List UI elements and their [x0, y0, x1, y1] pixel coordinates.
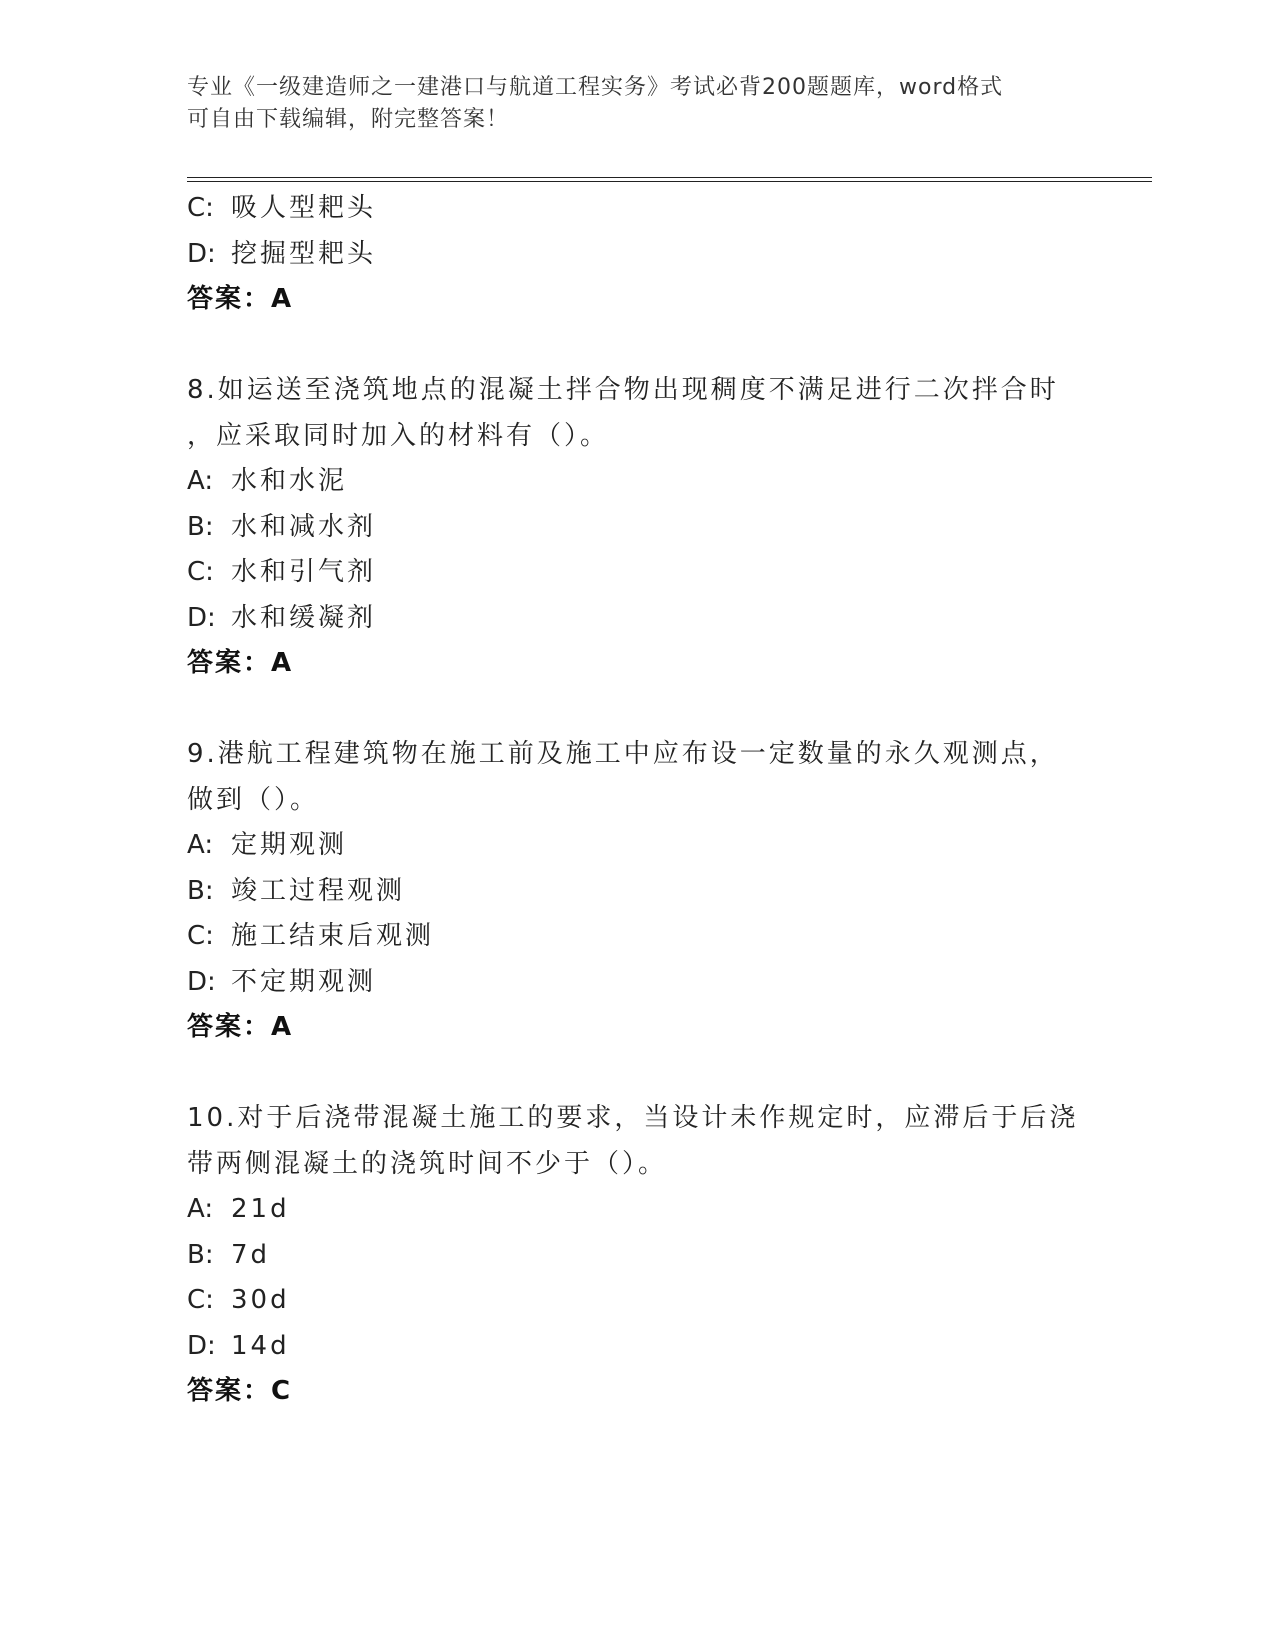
option-b — [187, 1233, 1087, 1279]
option-a — [187, 1187, 1087, 1233]
option-key: A: — [187, 1194, 214, 1224]
question-stem-line-2: ，应采取同时加入的材料有（）。 — [187, 420, 610, 451]
spacer — [187, 687, 1087, 733]
option-a — [187, 823, 1087, 869]
option-a — [187, 459, 1087, 505]
document-header — [187, 72, 1067, 136]
option-text: 7d — [231, 1239, 271, 1270]
question-10 — [187, 1096, 1087, 1415]
option-key: C: — [187, 921, 214, 951]
spacer — [187, 1051, 1087, 1097]
header-title-line-2: 可自由下载编辑，附完整答案！ — [187, 107, 510, 132]
option-key: D: — [187, 238, 216, 269]
option-key: C: — [187, 193, 214, 223]
question-stem-line-1: 8.如运送至浇筑地点的混凝土拌合物出现稠度不满足进行二次拌合时 — [187, 375, 1059, 405]
question-stem-line-2: 做到（）。 — [187, 784, 320, 815]
answer-line: 答案：A — [187, 648, 294, 678]
option-text: 水和引气剂 — [231, 557, 377, 587]
option-b — [187, 505, 1087, 551]
option-c — [187, 550, 1087, 596]
option-key: D: — [187, 602, 216, 633]
option-key: B: — [187, 1239, 214, 1270]
option-text: 施工结束后观测 — [231, 921, 435, 951]
question-7-continued — [187, 186, 1087, 323]
question-9 — [187, 732, 1087, 1051]
option-text: 21d — [231, 1194, 290, 1224]
option-c — [187, 186, 1087, 232]
option-d — [187, 232, 1087, 278]
option-key: B: — [187, 511, 214, 542]
option-key: A: — [187, 830, 214, 860]
option-text: 水和减水剂 — [231, 511, 377, 542]
option-d — [187, 960, 1087, 1006]
option-key: D: — [187, 1330, 216, 1361]
question-stem-line-2: 带两侧混凝土的浇筑时间不少于（）。 — [187, 1148, 668, 1179]
option-text: 水和水泥 — [231, 466, 348, 496]
spacer — [187, 323, 1087, 369]
option-d — [187, 596, 1087, 642]
option-text: 竣工过程观测 — [231, 875, 406, 906]
option-key: C: — [187, 557, 214, 587]
option-c — [187, 1278, 1087, 1324]
document-body — [187, 186, 1087, 1415]
option-text: 30d — [231, 1285, 290, 1315]
option-key: C: — [187, 1285, 214, 1315]
option-text: 挖掘型耙头 — [231, 238, 377, 269]
header-title-line-1: 专业《一级建造师之一建港口与航道工程实务》考试必背200题题库，word格式 — [187, 75, 1004, 100]
answer-line: 答案：A — [187, 1012, 294, 1042]
option-text: 吸人型耙头 — [231, 193, 377, 223]
answer-line: 答案：C — [187, 1376, 293, 1406]
option-d — [187, 1324, 1087, 1370]
option-b — [187, 869, 1087, 915]
question-stem-line-1: 9.港航工程建筑物在施工前及施工中应布设一定数量的永久观测点， — [187, 739, 1059, 769]
option-key: D: — [187, 966, 216, 997]
option-text: 水和缓凝剂 — [231, 602, 377, 633]
option-text: 定期观测 — [231, 830, 348, 860]
option-text: 不定期观测 — [231, 966, 377, 997]
question-stem-line-1: 10.对于后浇带混凝土施工的要求，当设计未作规定时，应滞后于后浇 — [187, 1103, 1079, 1133]
option-key: B: — [187, 875, 214, 906]
option-c — [187, 914, 1087, 960]
answer-line: 答案：A — [187, 284, 294, 314]
question-8 — [187, 368, 1087, 687]
option-key: A: — [187, 466, 214, 496]
header-divider — [187, 177, 1152, 182]
option-text: 14d — [231, 1330, 290, 1361]
